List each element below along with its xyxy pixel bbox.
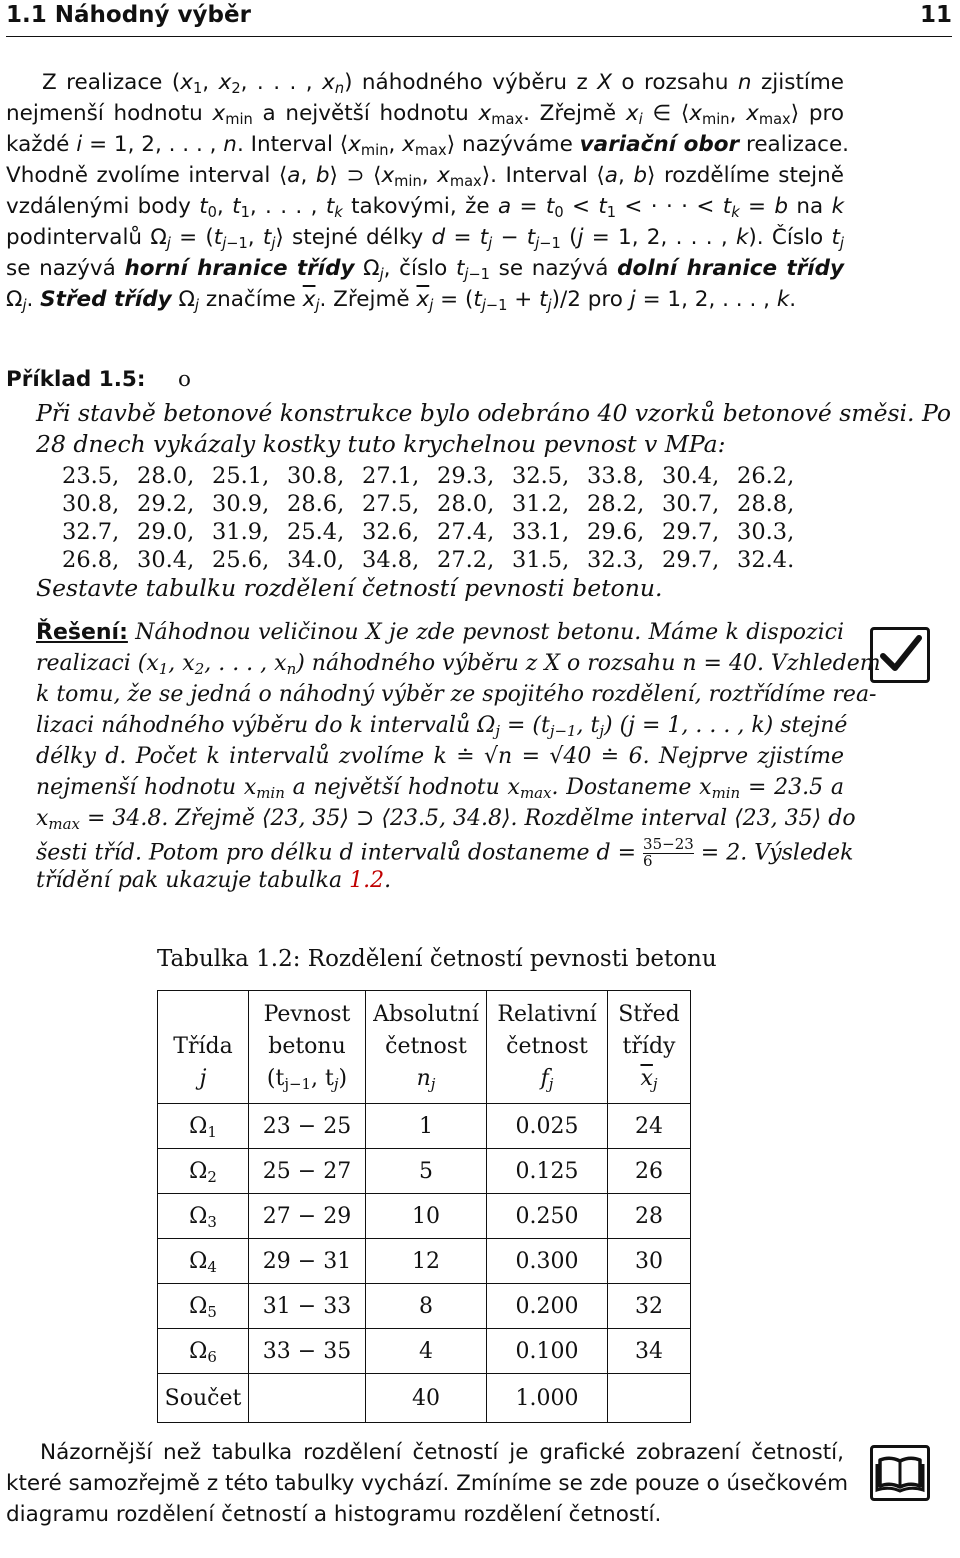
book-icon — [870, 1445, 930, 1501]
header-absolute: Absolutní četnost $n_j$ — [366, 991, 487, 1104]
header-class: Třída j — [158, 991, 249, 1104]
header-relative: Relativní četnost $f_j$ — [487, 991, 608, 1104]
closing-line-2: které samozřejmě z této tabulky vychází. Zmíníme se zde pouze o úsečkovém — [6, 1471, 849, 1496]
example-label: Příklad 1.5: — [6, 367, 146, 392]
intro-line-1: Z realizace ($x_1$, $x_2$, . . . , $x_n$) náhodného výběru z X o rozsahu n zjistíme — [42, 70, 845, 98]
data-row-3: 32.7, 29.0, 31.9, 25.4, 32.6, 27.4, 33.1, 29.6, 29.7, 30.3, — [62, 519, 795, 545]
solution-line-5: délky d. Počet k intervalů zvolíme k ≐ √n = √40 ≐ 6. Nejprve zjistíme — [36, 744, 844, 769]
intro-line-7: se nazývá horní hranice třídy $\Omega_j$, číslo $t_{j-1}$ se nazývá dolní hranice třídy — [6, 256, 844, 284]
example-text-2: 28 dnech vykázaly kostky tuto krychelnou pevnost v MPa: — [36, 430, 726, 458]
solution-line-2: realizaci ($x_1$, $x_2$, . . . , $x_n$) náhodného výběru z X o rozsahu n = 40. Vzhledem — [36, 651, 881, 679]
intro-line-4: Vhodně zvolíme interval ⟨a, b⟩ ⊃ $⟨x_{min}$, $x_{max}⟩$. Interval ⟨a, b⟩ rozdělíme stejně — [6, 163, 844, 191]
header-midpoint: Střed třídy $\overline{x}_j$ — [608, 991, 691, 1104]
intro-line-5: vzdálenými body $t_0$, $t_1$, . . . , $t_k$ takovými, že $a = t_0 < t_1$ < · · · < $t_k = b$ na k — [6, 194, 845, 222]
running-header — [6, 0, 952, 37]
intro-line-6: podintervalů $\Omega_j = (t_{j-1}$, $t_j⟩$ stejné délky $d = t_j - t_{j-1}$ (j = 1, 2, . . . , k). Číslo $t_j$ — [6, 225, 844, 253]
intro-line-8: $\Omega_j$. Střed třídy $\Omega_j$ značíme $\overline{x}_j$. Zřejmě $\overline{x}_j = (t_{j-1} + t_j)/2$ pro j = 1, 2, . . . , k. — [6, 287, 797, 315]
solution-line-7: $x_{max} = 34.8$. Zřejmě ⟨23, 35⟩ ⊃ ⟨23.5, 34.8⟩. Rozdělme interval ⟨23, 35⟩ do — [36, 806, 856, 834]
solution-line-4: lizaci náhodného výběru do k intervalů $\Omega_j = (t_{j-1}$, $t_j$) (j = 1, . . . , k) stejné — [36, 713, 848, 741]
page-number: 11 — [919, 2, 952, 28]
solution-line-6: nejmenší hodnotu $x_{min}$ a největší hodnotu $x_{max}$. Dostaneme $x_{min} = 23.5$ a — [36, 775, 844, 803]
frequency-table — [157, 990, 691, 1423]
table-header-row — [158, 991, 691, 1104]
table-row: $\Omega_1$ 23 − 25 1 0.025 24 — [158, 1104, 691, 1149]
table-row: $\Omega_4$ 29 − 31 12 0.300 30 — [158, 1239, 691, 1284]
solution-line-1: Řešení: Náhodnou veličinou X je zde pevnost betonu. Máme k dispozici — [36, 620, 844, 645]
header-strength: Pevnost betonu ($t_{j-1}$, $t_j$) — [249, 991, 366, 1104]
data-row-1: 23.5, 28.0, 25.1, 30.8, 27.1, 29.3, 32.5, 33.8, 30.4, 26.2, — [62, 463, 795, 489]
solution-line-9: třídění pak ukazuje tabulka 1.2. — [36, 868, 392, 893]
data-row-4: 26.8, 30.4, 25.6, 34.0, 34.8, 27.2, 31.5, 32.3, 29.7, 32.4. — [62, 547, 795, 573]
table-row: $\Omega_6$ 33 − 35 4 0.100 34 — [158, 1329, 691, 1374]
closing-line-1: Názornější než tabulka rozdělení četností je grafické zobrazení četností, — [40, 1440, 844, 1465]
intro-line-3: každé i = 1, 2, . . . , n. Interval $⟨x_{min}$, $x_{max}⟩$ nazýváme variační obor realizace. — [6, 132, 850, 160]
section-title: 1.1 Náhodný výběr — [6, 2, 251, 28]
example-marker: o — [178, 367, 191, 392]
closing-line-3: diagramu rozdělení četností a histogramu rozdělení četností. — [6, 1502, 662, 1527]
example-text-1: Při stavbě betonové konstrukce bylo odebráno 40 vzorků betonové směsi. Po — [36, 399, 951, 427]
intro-line-2: nejmenší hodnotu $x_{min}$ a největší hodnotu $x_{max}$. Zřejmě $x_i$ ∈ $⟨x_{min}$, $x_{max}⟩$ pro — [6, 101, 844, 129]
checkmark-icon — [870, 627, 930, 683]
example-task: Sestavte tabulku rozdělení četností pevnosti betonu. — [36, 574, 663, 602]
table-row: $\Omega_3$ 27 − 29 10 0.250 28 — [158, 1194, 691, 1239]
solution-line-8: šesti tříd. Potom pro délku d intervalů dostaneme d = $\frac{35-23}{6}$ = 2. Výsledek — [36, 835, 854, 870]
table-ref-link[interactable]: 1.2 — [349, 868, 385, 893]
solution-line-3: k tomu, že se jedná o náhodný výběr ze spojitého rozdělení, roztřídíme rea- — [36, 682, 877, 707]
table-row: $\Omega_5$ 31 − 33 8 0.200 32 — [158, 1284, 691, 1329]
fraction: $\frac{35-23}{6}$ — [643, 835, 694, 870]
data-row-2: 30.8, 29.2, 30.9, 28.6, 27.5, 28.0, 31.2, 28.2, 30.7, 28.8, — [62, 491, 795, 517]
table-row: $\Omega_2$ 25 − 27 5 0.125 26 — [158, 1149, 691, 1194]
table-caption: Tabulka 1.2: Rozdělení četností pevnosti betonu — [157, 946, 717, 972]
table-sum-row: Součet 40 1.000 — [158, 1374, 691, 1423]
